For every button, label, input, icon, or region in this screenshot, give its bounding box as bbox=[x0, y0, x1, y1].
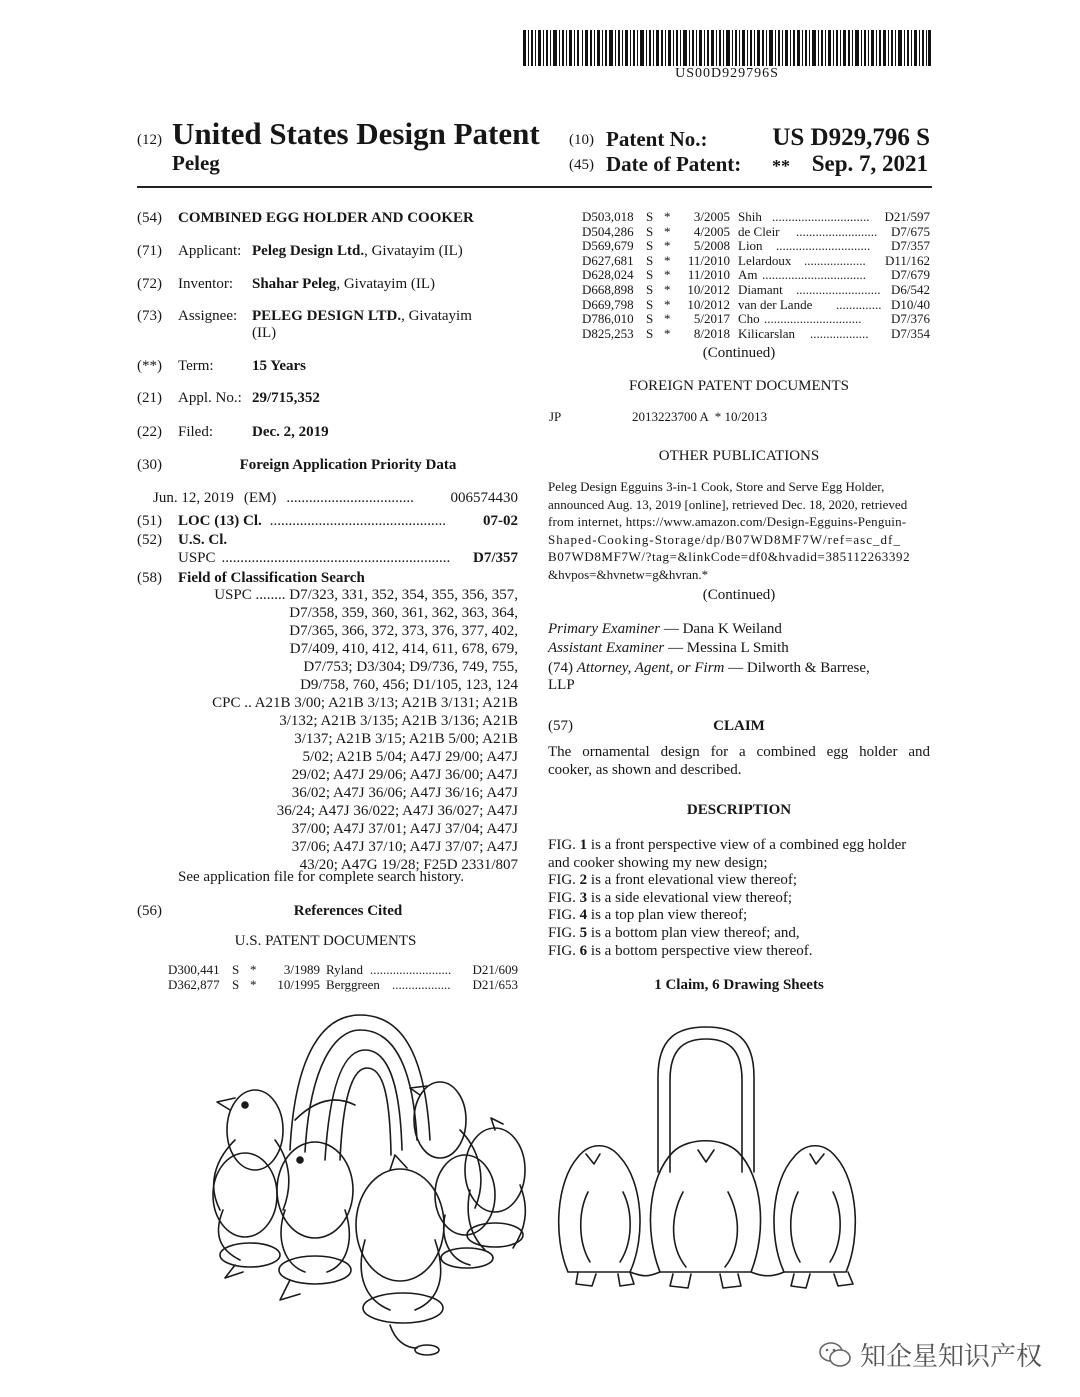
ref-kind: S bbox=[232, 977, 240, 992]
reference-row bbox=[582, 209, 930, 224]
ref-leader: ......................... bbox=[796, 223, 878, 239]
attorney-label: Attorney, Agent, or Firm bbox=[576, 660, 725, 676]
priority-office: (EM) bbox=[243, 490, 277, 506]
ref-number: D627,681 bbox=[582, 252, 634, 268]
field-uspc-line: D9/758, 760, 456; D1/105, 123, 124 bbox=[300, 677, 518, 693]
assignee-country: (IL) bbox=[252, 325, 277, 341]
claim-text-line: cooker, as shown and described. bbox=[548, 762, 742, 778]
ref-class: D7/354 bbox=[891, 325, 930, 341]
reference-row bbox=[582, 253, 930, 268]
barcode-number: US00D929796S bbox=[675, 66, 779, 81]
assistant-examiner bbox=[548, 639, 789, 657]
ref-class: D21/597 bbox=[884, 209, 930, 224]
other-pubs-line: &hvpos=&hvnetw=g&hvran.* bbox=[548, 566, 709, 582]
description-line bbox=[548, 925, 930, 943]
fig-number: 5 bbox=[579, 924, 588, 941]
ref-kind: S bbox=[232, 962, 240, 977]
ref-number: D504,286 bbox=[582, 223, 634, 239]
ref-leader: .................. bbox=[810, 325, 869, 341]
fig-prefix: FIG. bbox=[548, 889, 580, 906]
watermark bbox=[818, 1336, 1042, 1373]
ref-class: D6/542 bbox=[891, 282, 930, 297]
code-10: (10) bbox=[569, 132, 594, 148]
other-pubs-line: announced Aug. 13, 2019 [online], retrieved Dec. 18, 2020, retrieved bbox=[548, 496, 908, 512]
ref-kind: S bbox=[646, 238, 654, 254]
watermark-text: 知企星知识产权 bbox=[860, 1342, 1043, 1372]
inventor-short: Peleg bbox=[172, 151, 220, 175]
applicant bbox=[252, 242, 463, 260]
loc-label: LOC (13) Cl. bbox=[178, 513, 262, 529]
fig-number: 2 bbox=[579, 872, 588, 889]
reference-row bbox=[168, 977, 518, 992]
description-list bbox=[548, 837, 930, 960]
ref-name: Ryland bbox=[326, 962, 364, 977]
fig-text: is a side elevational view thereof; bbox=[587, 889, 793, 906]
ref-leader: ................... bbox=[804, 252, 866, 268]
fig-text: is a top plan view thereof; bbox=[587, 907, 748, 924]
header-rule bbox=[137, 186, 932, 188]
ref-star: * bbox=[664, 223, 671, 239]
ref-name: Berggreen bbox=[326, 977, 380, 992]
ref-class: D7/357 bbox=[891, 238, 930, 254]
foreign-country: JP bbox=[549, 409, 562, 424]
ref-name: Diamant bbox=[738, 282, 783, 297]
ref-date: 10/2012 bbox=[687, 296, 730, 312]
description-line bbox=[548, 890, 930, 908]
priority-title: Foreign Application Priority Data bbox=[239, 457, 457, 473]
attorney-name-line2: LLP bbox=[548, 677, 575, 693]
ref-number: D668,898 bbox=[582, 282, 634, 297]
attorney bbox=[548, 659, 870, 677]
patent-number: US D929,796 S bbox=[772, 124, 930, 151]
code-45: (45) bbox=[569, 157, 594, 173]
filed-date: Dec. 2, 2019 bbox=[252, 424, 329, 440]
filed-label: Filed: bbox=[178, 424, 214, 440]
ref-number: D669,798 bbox=[582, 296, 634, 312]
ref-class: D21/653 bbox=[472, 977, 518, 992]
title-code: (54) bbox=[137, 210, 162, 226]
ref-leader: .......................... bbox=[796, 282, 881, 297]
other-pubs-line: from internet, https://www.amazon.com/Design-Egguins-Penguin- bbox=[548, 514, 907, 529]
field-cpc-line: 37/00; A47J 37/01; A47J 37/04; A47J bbox=[291, 821, 518, 837]
ref-name: de Cleir bbox=[738, 223, 780, 239]
description-line bbox=[548, 855, 930, 873]
other-pubs-line: Peleg Design Egguins 3-in-1 Cook, Store and Serve Egg Holder, bbox=[548, 479, 885, 494]
fig-text: is a front perspective view of a combined egg holder bbox=[587, 837, 907, 853]
reference-row bbox=[582, 326, 930, 341]
ref-name: Kilicarslan bbox=[738, 325, 796, 341]
ref-class: D7/675 bbox=[891, 223, 930, 239]
assignee bbox=[252, 307, 472, 325]
field-cpc-line: 5/02; A21B 5/04; A47J 29/00; A47J bbox=[302, 749, 518, 765]
ref-kind: S bbox=[646, 282, 654, 297]
ref-name: Lion bbox=[738, 238, 763, 254]
uscl-code: (52) bbox=[137, 532, 162, 548]
appl-code: (21) bbox=[137, 390, 162, 406]
other-pubs-text bbox=[548, 478, 930, 583]
claims-sheets: 1 Claim, 6 Drawing Sheets bbox=[654, 977, 824, 993]
field-cpc-line: 37/06; A47J 37/10; A47J 37/07; A47J bbox=[291, 839, 518, 855]
front-view-drawing bbox=[548, 1022, 866, 1302]
field-cpc-line: 3/132; A21B 3/135; A21B 3/136; A21B bbox=[279, 713, 518, 729]
appl-number: 29/715,352 bbox=[252, 390, 320, 406]
inventor-label: Inventor: bbox=[178, 276, 233, 292]
description-title: DESCRIPTION bbox=[686, 802, 792, 818]
description-line bbox=[548, 907, 930, 925]
primary-examiner bbox=[548, 620, 782, 638]
ref-leader: .................. bbox=[392, 977, 451, 992]
fig-text: is a bottom perspective view thereof. bbox=[587, 942, 813, 959]
ref-leader: .............. bbox=[836, 296, 882, 312]
ref-date: 5/2017 bbox=[693, 311, 730, 327]
patent-no-label: Patent No.: bbox=[606, 127, 708, 151]
priority-date: Jun. 12, 2019 bbox=[153, 490, 234, 506]
field-uspc-line: D7/753; D3/304; D9/736, 749, 755, bbox=[303, 659, 518, 675]
uscl-label: U.S. Cl. bbox=[178, 532, 228, 548]
attorney-name: — Dilworth & Barrese, bbox=[728, 660, 870, 676]
ref-date: 8/2018 bbox=[693, 325, 730, 341]
ref-date: 10/2012 bbox=[687, 282, 730, 297]
foreign-docs-title: FOREIGN PATENT DOCUMENTS bbox=[628, 378, 850, 394]
ref-number: D569,679 bbox=[582, 238, 634, 254]
field-uspc-line: D7/365, 366, 372, 373, 376, 377, 402, bbox=[289, 623, 518, 639]
primary-examiner-name: — Dana K Weiland bbox=[663, 621, 782, 637]
reference-row bbox=[582, 311, 930, 326]
assignee-label: Assignee: bbox=[178, 308, 238, 324]
term-code: (**) bbox=[137, 358, 162, 374]
ref-leader: ......................... bbox=[370, 962, 452, 977]
ref-number: D786,010 bbox=[582, 311, 634, 327]
fig-prefix: FIG. bbox=[548, 907, 580, 924]
inventor bbox=[252, 275, 435, 293]
applicant-label: Applicant: bbox=[178, 243, 242, 259]
applicant-code: (71) bbox=[137, 243, 162, 259]
description-line bbox=[548, 872, 930, 890]
assignee-location: , Givatayim bbox=[401, 308, 472, 324]
loc-value: 07-02 bbox=[483, 513, 518, 529]
date-marker: ** bbox=[772, 156, 790, 176]
code-12: (12) bbox=[137, 132, 162, 148]
ref-class: D11/162 bbox=[884, 252, 930, 268]
ref-date: 3/1989 bbox=[283, 962, 320, 977]
ref-kind: S bbox=[646, 325, 654, 341]
description-line bbox=[548, 943, 930, 961]
ref-number: D362,877 bbox=[168, 977, 220, 992]
ref-name: Am bbox=[738, 267, 758, 283]
ref-star: * bbox=[664, 282, 671, 297]
priority-leader: .................................. bbox=[286, 490, 414, 506]
other-pubs-title: OTHER PUBLICATIONS bbox=[658, 448, 820, 464]
ref-class: D21/609 bbox=[472, 962, 518, 977]
fig-number: 3 bbox=[579, 889, 588, 906]
ref-class: D10/40 bbox=[891, 296, 930, 312]
fig-text: is a bottom plan view thereof; and, bbox=[587, 924, 800, 941]
uspc-label: USPC bbox=[178, 550, 216, 566]
fig-prefix: FIG. bbox=[548, 872, 580, 889]
field-cpc-line: 36/24; A47J 36/022; A47J 36/027; A47J bbox=[276, 803, 518, 819]
ref-kind: S bbox=[646, 267, 654, 283]
uspc-leader: ............................................................. bbox=[221, 550, 451, 566]
assignee-name: PELEG DESIGN LTD. bbox=[252, 308, 402, 324]
fig-text: is a front elevational view thereof; bbox=[587, 872, 798, 889]
ref-name: Lelardoux bbox=[738, 252, 792, 268]
loc-leader: ............................................... bbox=[269, 513, 446, 529]
other-pubs-line: Shaped-Cooking-Storage/dp/B07WD8MF7W/ref=asc_df_ bbox=[548, 531, 901, 547]
refs-title: References Cited bbox=[293, 903, 403, 919]
ref-leader: .............................. bbox=[764, 311, 862, 327]
claim-code: (57) bbox=[548, 718, 573, 734]
loc-code: (51) bbox=[137, 513, 162, 529]
ref-number: D825,253 bbox=[582, 325, 634, 341]
inventor-location: , Givatayim (IL) bbox=[336, 276, 436, 292]
right-refs-list bbox=[582, 209, 930, 347]
term-label: Term: bbox=[178, 358, 214, 374]
assistant-examiner-name: — Messina L Smith bbox=[668, 640, 789, 656]
fig-number: 4 bbox=[579, 907, 588, 924]
reference-row bbox=[582, 238, 930, 253]
ref-date: 5/2008 bbox=[693, 238, 730, 254]
barcode bbox=[523, 30, 931, 66]
reference-row bbox=[168, 962, 518, 977]
reference-row bbox=[582, 297, 930, 312]
claim-text-line: The ornamental design for a combined egg holder and bbox=[548, 744, 930, 760]
description-line bbox=[548, 837, 930, 855]
field-cpc-line: 3/137; A21B 3/15; A21B 5/00; A21B bbox=[294, 731, 518, 747]
date-of-patent: Sep. 7, 2021 bbox=[811, 151, 928, 176]
ref-star: * bbox=[664, 311, 671, 327]
priority-code: (30) bbox=[137, 457, 162, 473]
reference-row bbox=[582, 267, 930, 282]
ref-star: * bbox=[250, 962, 257, 977]
ref-star: * bbox=[664, 209, 671, 224]
ref-number: D503,018 bbox=[582, 209, 634, 224]
ref-name: Cho bbox=[738, 311, 760, 327]
ref-star: * bbox=[250, 977, 257, 992]
ref-kind: S bbox=[646, 311, 654, 327]
ref-class: D7/376 bbox=[891, 311, 930, 327]
fig-number: 6 bbox=[579, 942, 588, 959]
ref-leader: ............................. bbox=[776, 238, 871, 254]
reference-row bbox=[582, 224, 930, 239]
fig-prefix: FIG. bbox=[548, 837, 580, 853]
field-cpc-line: 29/02; A47J 29/06; A47J 36/00; A47J bbox=[291, 767, 518, 783]
field-cpc-line: 43/20; A47G 19/28; F25D 2331/807 bbox=[299, 857, 518, 873]
inventor-code: (72) bbox=[137, 276, 162, 292]
fig-number: 1 bbox=[579, 837, 588, 853]
fig-text: and cooker showing my new design; bbox=[548, 854, 768, 871]
continued-refs: (Continued) bbox=[702, 345, 776, 361]
loc-row bbox=[178, 512, 518, 530]
uspc-value: D7/357 bbox=[473, 550, 518, 566]
primary-examiner-label: Primary Examiner bbox=[548, 621, 661, 637]
document-type-title: United States Design Patent bbox=[172, 116, 540, 151]
date-of-patent-label: Date of Patent: bbox=[606, 152, 742, 176]
ref-star: * bbox=[664, 252, 671, 268]
uspc-row bbox=[178, 549, 518, 567]
appl-label: Appl. No.: bbox=[178, 390, 242, 406]
continued-pubs: (Continued) bbox=[702, 587, 776, 603]
ref-kind: S bbox=[646, 296, 654, 312]
field-uspc-line: USPC ........ D7/323, 331, 352, 354, 355, 356, 357, bbox=[214, 587, 518, 603]
filed-code: (22) bbox=[137, 424, 162, 440]
priority-number: 006574430 bbox=[450, 490, 518, 506]
field-uspc-line: D7/409, 410, 412, 414, 611, 678, 679, bbox=[289, 641, 518, 657]
field-uspc-block bbox=[178, 586, 518, 874]
perspective-view-drawing bbox=[195, 1010, 540, 1362]
inventor-name: Shahar Peleg bbox=[252, 276, 337, 292]
attorney-code: (74) bbox=[548, 660, 573, 676]
ref-leader: ................................ bbox=[762, 267, 866, 283]
ref-date: 10/1995 bbox=[277, 977, 320, 992]
applicant-location: , Givatayim (IL) bbox=[364, 243, 463, 259]
ref-date: 3/2005 bbox=[693, 209, 730, 224]
ref-star: * bbox=[664, 267, 671, 283]
ref-star: * bbox=[664, 296, 671, 312]
term-value: 15 Years bbox=[252, 358, 307, 374]
field-title: Field of Classification Search bbox=[178, 570, 365, 586]
field-uspc-line: D7/358, 359, 360, 361, 362, 363, 364, bbox=[289, 605, 518, 621]
ref-kind: S bbox=[646, 209, 654, 224]
invention-title: COMBINED EGG HOLDER AND COOKER bbox=[178, 210, 474, 226]
ref-number: D628,024 bbox=[582, 267, 634, 283]
foreign-entry: 2013223700 A * 10/2013 bbox=[632, 409, 768, 424]
claim-title: CLAIM bbox=[713, 718, 765, 734]
ref-star: * bbox=[664, 325, 671, 341]
ref-star: * bbox=[664, 238, 671, 254]
field-cpc-line: CPC .. A21B 3/00; A21B 3/13; A21B 3/131; A21B bbox=[212, 695, 518, 711]
us-refs-list bbox=[168, 962, 518, 994]
refs-code: (56) bbox=[137, 903, 162, 919]
wechat-icon bbox=[818, 1341, 852, 1369]
ref-kind: S bbox=[646, 223, 654, 239]
other-pubs-line: B07WD8MF7W/?tag=&linkCode=df0&hvadid=385112263392 bbox=[548, 549, 911, 564]
fig-prefix: FIG. bbox=[548, 924, 580, 941]
assistant-examiner-label: Assistant Examiner bbox=[548, 640, 665, 656]
ref-date: 4/2005 bbox=[693, 223, 730, 239]
ref-kind: S bbox=[646, 252, 654, 268]
ref-date: 11/2010 bbox=[687, 252, 730, 268]
ref-leader: .............................. bbox=[772, 209, 870, 224]
field-code: (58) bbox=[137, 570, 162, 586]
ref-number: D300,441 bbox=[168, 962, 220, 977]
reference-row bbox=[582, 282, 930, 297]
priority-row bbox=[153, 489, 518, 507]
assignee-code: (73) bbox=[137, 308, 162, 324]
us-docs-title: U.S. PATENT DOCUMENTS bbox=[234, 933, 417, 949]
ref-date: 11/2010 bbox=[687, 267, 730, 283]
ref-name: van der Lande bbox=[738, 296, 813, 312]
field-cpc-line: 36/02; A47J 36/06; A47J 36/16; A47J bbox=[291, 785, 518, 801]
applicant-name: Peleg Design Ltd. bbox=[252, 243, 365, 259]
ref-name: Shih bbox=[738, 209, 762, 224]
fig-prefix: FIG. bbox=[548, 942, 580, 959]
search-history: See application file for complete search history. bbox=[178, 869, 465, 885]
ref-class: D7/679 bbox=[891, 267, 930, 283]
